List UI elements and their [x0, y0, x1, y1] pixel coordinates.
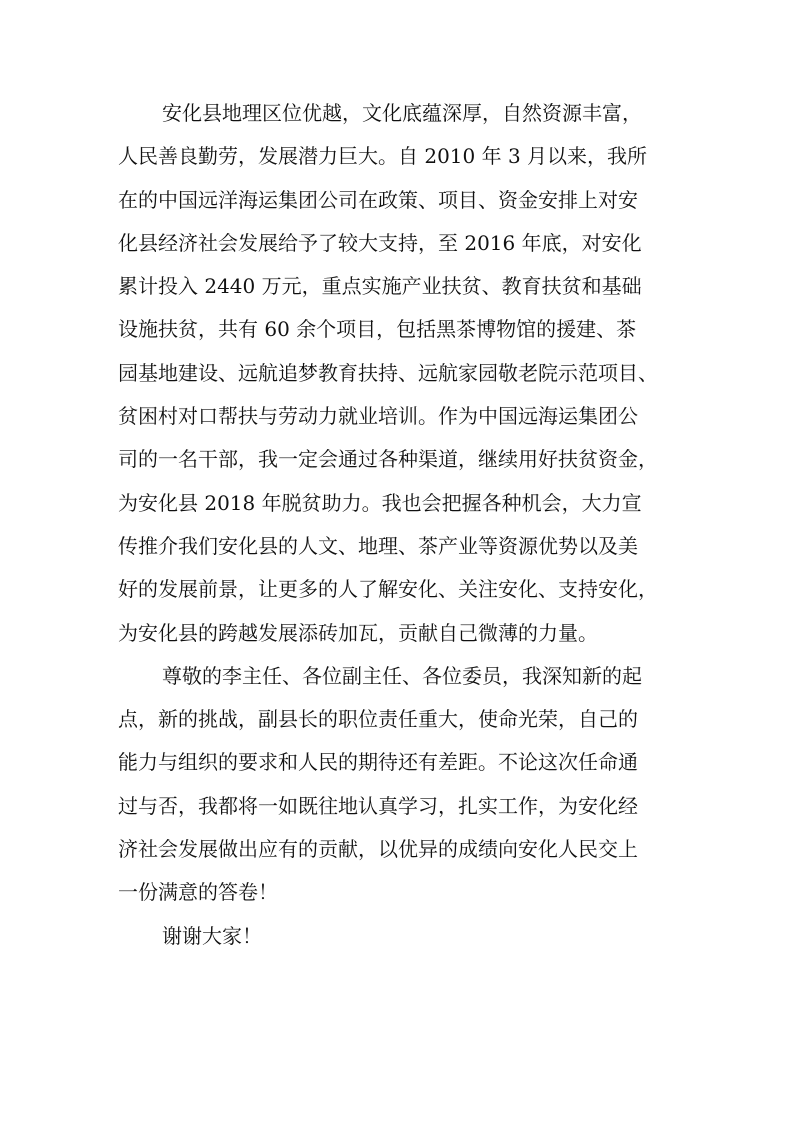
paragraph-1-line-9: 司的一名干部，我一定会通过各种渠道，继续用好扶贫资金， [118, 447, 658, 472]
paragraph-1-line-3: 在的中国远洋海运集团公司在政策、项目、资金安排上对安 [118, 187, 638, 212]
paragraph-1-line-7: 园基地建设、远航追梦教育扶持、远航家园敬老院示范项目、 [118, 360, 658, 385]
paragraph-2-line-5: 济社会发展做出应有的贡献，以优异的成绩向安化人民交上 [118, 837, 638, 862]
paragraph-1-line-11: 传推介我们安化县的人文、地理、茶产业等资源优势以及美 [118, 533, 638, 558]
paragraph-1-line-8: 贫困村对口帮扶与劳动力就业培训。作为中国远海运集团公 [118, 404, 638, 429]
paragraph-1-line-1: 安化县地理区位优越，文化底蕴深厚，自然资源丰富， [162, 101, 642, 125]
paragraph-2-line-6: 一份满意的答卷！ [118, 880, 278, 905]
speech-body [118, 92, 678, 958]
paragraph-1-line-13: 为安化县的跨越发展添砖加瓦，贡献自己微薄的力量。 [118, 620, 598, 645]
paragraph-2-line-1: 尊敬的李主任、各位副主任、各位委员，我深知新的起 [162, 663, 642, 688]
paragraph-1-line-6: 设施扶贫，共有 60 余个项目，包括黑茶博物馆的援建、茶 [118, 317, 637, 342]
paragraph-1-line-4: 化县经济社会发展给予了较大支持，至 2016 年底，对安化 [118, 230, 642, 255]
paragraph-2-line-2: 点，新的挑战，副县长的职位责任重大，使命光荣，自己的 [118, 707, 638, 732]
paragraph-1-line-12: 好的发展前景，让更多的人了解安化、关注安化、支持安化， [118, 577, 658, 602]
paragraph-1-line-2: 人民善良勤劳，发展潜力巨大。自 2010 年 3 月以来，我所 [118, 144, 648, 169]
paragraph-2-line-4: 过与否，我都将一如既往地认真学习，扎实工作，为安化经 [118, 793, 638, 818]
paragraph-2-line-3: 能力与组织的要求和人民的期待还有差距。不论这次任命通 [118, 750, 638, 775]
paragraph-1-line-5: 累计投入 2440 万元，重点实施产业扶贫、教育扶贫和基础 [118, 274, 642, 299]
closing-thanks: 谢谢大家！ [162, 923, 262, 948]
paragraph-1-line-10: 为安化县 2018 年脱贫助力。我也会把握各种机会，大力宣 [118, 490, 642, 515]
